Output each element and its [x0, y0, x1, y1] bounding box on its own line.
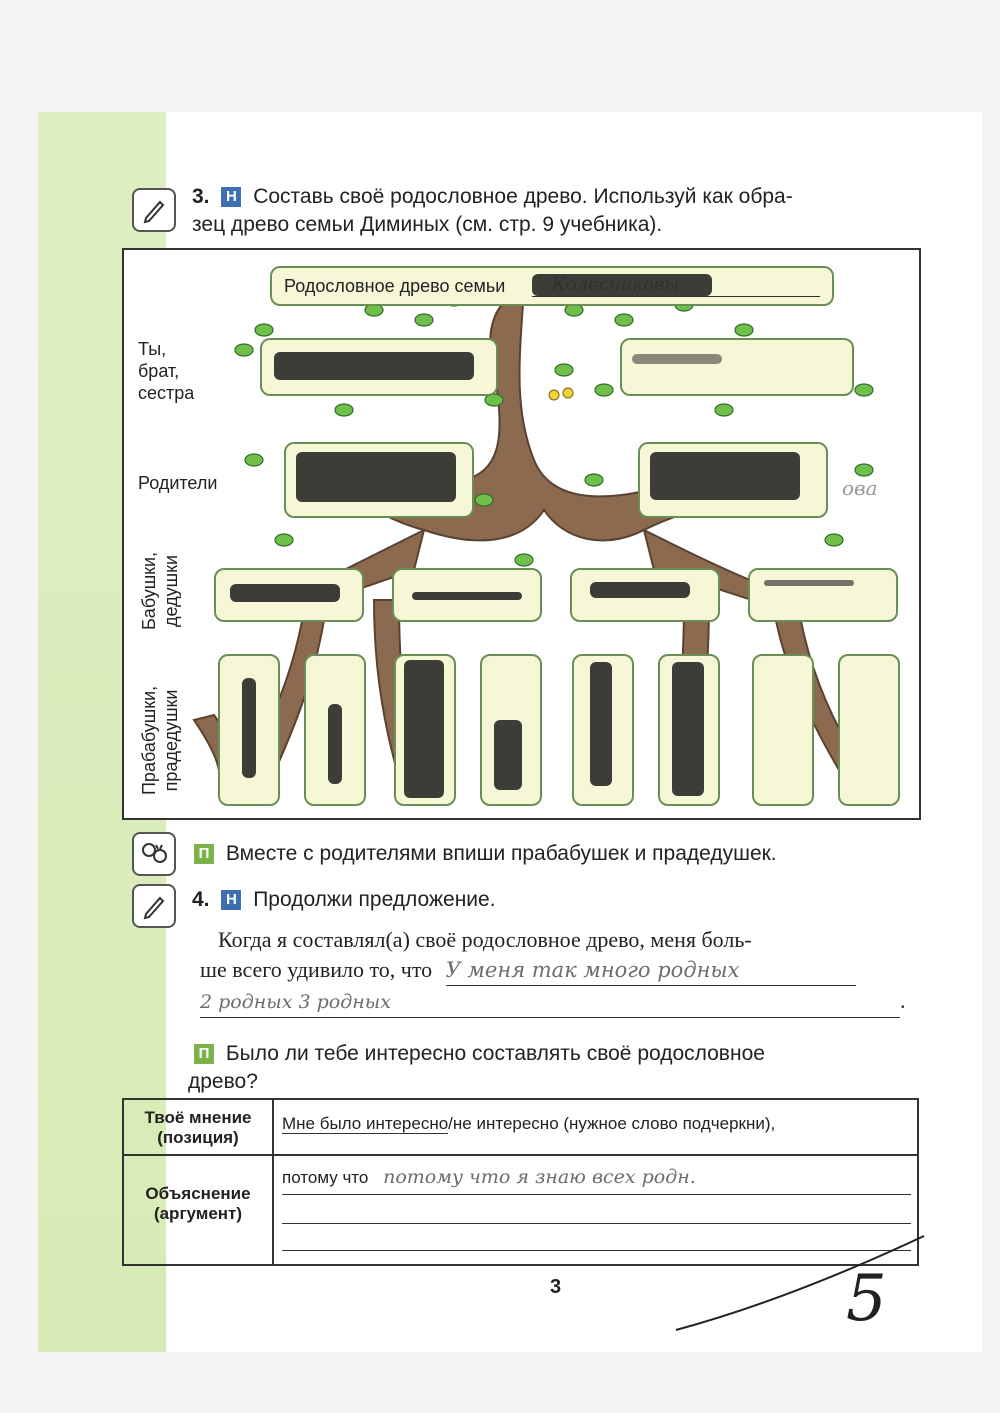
parent-right-note: ова — [842, 476, 878, 500]
family-title: Родословное древо семьи — [284, 276, 506, 296]
pencil-icon — [132, 884, 176, 928]
scribble — [590, 582, 690, 598]
table-row — [123, 1099, 918, 1155]
row-label-you-1: Ты, — [138, 339, 167, 359]
scribble — [328, 704, 342, 784]
great-grandparent-box-4[interactable] — [480, 654, 542, 806]
grandparent-box-2[interactable] — [392, 568, 542, 622]
badge-p: П — [194, 1044, 214, 1064]
answer-line-2[interactable]: 2 родных 3 родных — [200, 987, 900, 1018]
scribble — [590, 662, 612, 786]
task-text: Составь своё родословное древо. Используй как обра- — [253, 185, 793, 208]
task-text-2: зец древо семьи Диминых (см. стр. 9 учебника). — [192, 213, 663, 236]
great-grandparent-box-7[interactable] — [752, 654, 814, 806]
opinion-label-2: (позиция) — [157, 1128, 239, 1147]
argument-prefix: потому что — [282, 1168, 369, 1187]
scribble — [672, 662, 704, 796]
row-label-great-grandparents — [138, 686, 182, 795]
great-grandparent-box-3[interactable] — [394, 654, 456, 806]
option-not-interesting[interactable]: /не интересно (нужное слово подчеркни), — [448, 1114, 776, 1133]
argument-label — [123, 1155, 273, 1265]
opinion-cell — [273, 1099, 918, 1155]
family-tree — [122, 248, 921, 820]
scribble — [632, 354, 722, 364]
task-number: 4. — [192, 888, 210, 911]
argument-label-2: (аргумент) — [153, 1204, 243, 1223]
note-text: Вместе с родителями впиши прабабушек и прадедушек. — [225, 842, 777, 865]
scribble — [494, 720, 522, 790]
row-label-you-3: сестра — [138, 383, 195, 403]
sentence-line-3 — [200, 986, 920, 1018]
scribble — [274, 352, 474, 380]
task-number: 3. — [192, 185, 210, 208]
parent-box-right[interactable] — [638, 442, 828, 518]
pencil-icon — [132, 188, 176, 232]
grandparent-box-4[interactable] — [748, 568, 898, 622]
row-label-parents: Родители — [138, 473, 218, 493]
grade-stroke — [670, 1230, 970, 1370]
scribble — [412, 592, 522, 600]
scribble — [296, 452, 456, 502]
sentence — [200, 925, 920, 1018]
question — [188, 1040, 928, 1096]
scribble — [242, 678, 256, 778]
scribble — [230, 584, 340, 602]
task-3 — [192, 183, 932, 239]
great-grandparent-box-5[interactable] — [572, 654, 634, 806]
badge-p: П — [194, 844, 214, 864]
badge-n: Н — [221, 890, 241, 910]
underline — [532, 296, 820, 297]
argument-line-1 — [282, 1166, 911, 1195]
row-label-grandparents — [138, 552, 182, 630]
sentence-line-2-text: ше всего удивило то, что — [200, 957, 433, 982]
row-label-you — [138, 338, 194, 404]
grandparent-box-3[interactable] — [570, 568, 720, 622]
question-text-2: древо? — [188, 1070, 258, 1093]
badge-n: Н — [221, 187, 241, 207]
you-box-left[interactable] — [260, 338, 498, 396]
argument-answer[interactable]: потому что я знаю всех родн. — [383, 1166, 696, 1188]
argument-line-2[interactable] — [282, 1195, 911, 1224]
opinion-label — [123, 1099, 273, 1155]
end-dot: . — [900, 988, 906, 1013]
row-label-great-2: прадедушки — [161, 689, 181, 792]
parents-together-icon — [132, 832, 176, 876]
family-name-field[interactable] — [270, 266, 834, 306]
sibling-box-right[interactable] — [620, 338, 854, 396]
scribble — [532, 274, 712, 296]
task-title: Продолжи предложение. — [253, 888, 496, 911]
great-grandparent-box-8[interactable] — [838, 654, 900, 806]
great-grandparent-box-6[interactable] — [658, 654, 720, 806]
grade-mark: 5 — [846, 1262, 887, 1336]
task-3-note — [188, 840, 777, 868]
sentence-line-2 — [200, 955, 920, 986]
scribble — [650, 452, 800, 500]
scribble — [404, 660, 444, 798]
argument-label-1: Объяснение — [145, 1184, 251, 1203]
parent-box-left[interactable] — [284, 442, 474, 518]
row-label-you-2: брат, — [138, 361, 180, 381]
option-interesting[interactable]: Мне было интересно — [282, 1114, 449, 1133]
great-grandparent-box-1[interactable] — [218, 654, 280, 806]
page-number: 3 — [550, 1276, 562, 1298]
row-label-grand-1: Бабушки, — [139, 551, 159, 630]
opinion-label-1: Твоё мнение — [144, 1108, 252, 1127]
question-text-1: Было ли тебе интересно составлять своё родословное — [225, 1042, 765, 1065]
row-label-grand-2: дедушки — [161, 554, 181, 627]
sentence-line-1: Когда я составлял(а) своё родословное древо, меня боль- — [218, 927, 752, 952]
scribble — [764, 580, 854, 586]
answer-line-1[interactable]: У меня так много родных — [446, 955, 856, 986]
task-4 — [192, 886, 496, 914]
row-label-great-1: Прабабушки, — [139, 685, 159, 795]
great-grandparent-box-2[interactable] — [304, 654, 366, 806]
grandparent-box-1[interactable] — [214, 568, 364, 622]
